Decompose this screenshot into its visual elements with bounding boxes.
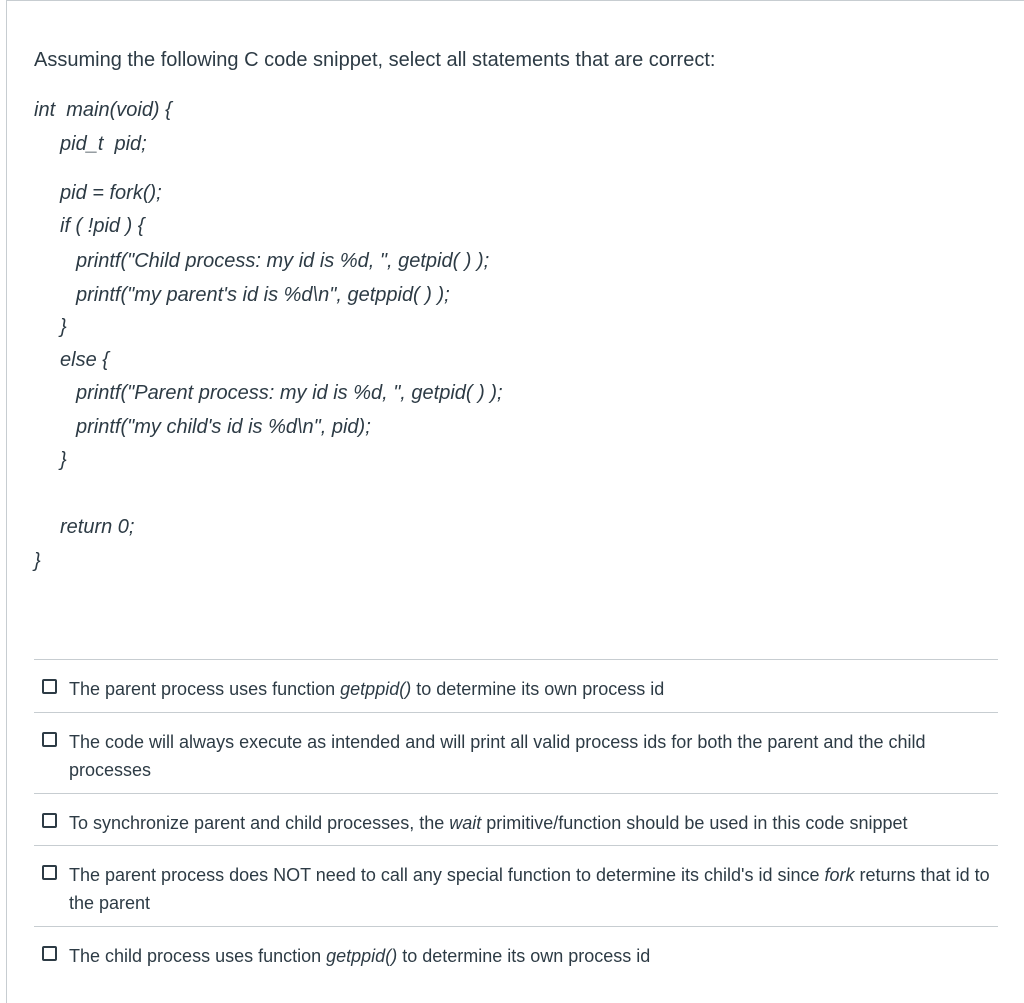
code-line-2: pid_t pid;: [60, 133, 147, 155]
code-line-3: pid = fork();: [60, 182, 162, 204]
answer-label: The parent process does NOT need to call any special function to determine its child's id since fork returns that id to the parent: [69, 865, 990, 913]
code-line-10: printf("my child's id is %d\n", pid);: [76, 416, 371, 438]
checkbox[interactable]: [42, 813, 57, 828]
code-line-5: printf("Child process: my id is %d, ", getpid( ) );: [76, 250, 490, 272]
code-line-6: printf("my parent's id is %d\n", getppid( ) );: [76, 284, 450, 306]
answer-option-4[interactable]: [34, 845, 998, 926]
checkbox[interactable]: [42, 732, 57, 747]
code-line-13: }: [34, 550, 41, 572]
code-line-1: int main(void) {: [34, 99, 172, 121]
answer-label: The code will always execute as intended and will print all valid process ids for both the parent and the child processes: [69, 732, 926, 780]
checkbox[interactable]: [42, 946, 57, 961]
answer-label: The child process uses function getppid() to determine its own process id: [69, 946, 651, 966]
answer-option-2[interactable]: [34, 712, 998, 793]
code-line-4: if ( !pid ) {: [60, 215, 145, 237]
code-line-8: else {: [60, 349, 109, 371]
checkbox[interactable]: [42, 679, 57, 694]
answer-option-3[interactable]: [34, 793, 998, 845]
question-prompt: Assuming the following C code snippet, select all statements that are correct:: [34, 49, 716, 71]
answer-option-5[interactable]: [34, 926, 998, 981]
answer-list: [34, 659, 998, 981]
answer-label: To synchronize parent and child processes, the wait primitive/function should be used in this code snippet: [69, 813, 908, 833]
code-line-11: }: [60, 449, 67, 471]
code-line-12: return 0;: [60, 516, 135, 538]
code-line-7: }: [60, 316, 67, 338]
checkbox[interactable]: [42, 865, 57, 880]
answer-label: The parent process uses function getppid() to determine its own process id: [69, 679, 665, 699]
answer-option-1[interactable]: [34, 659, 998, 712]
code-line-9: printf("Parent process: my id is %d, ", getpid( ) );: [76, 382, 503, 404]
